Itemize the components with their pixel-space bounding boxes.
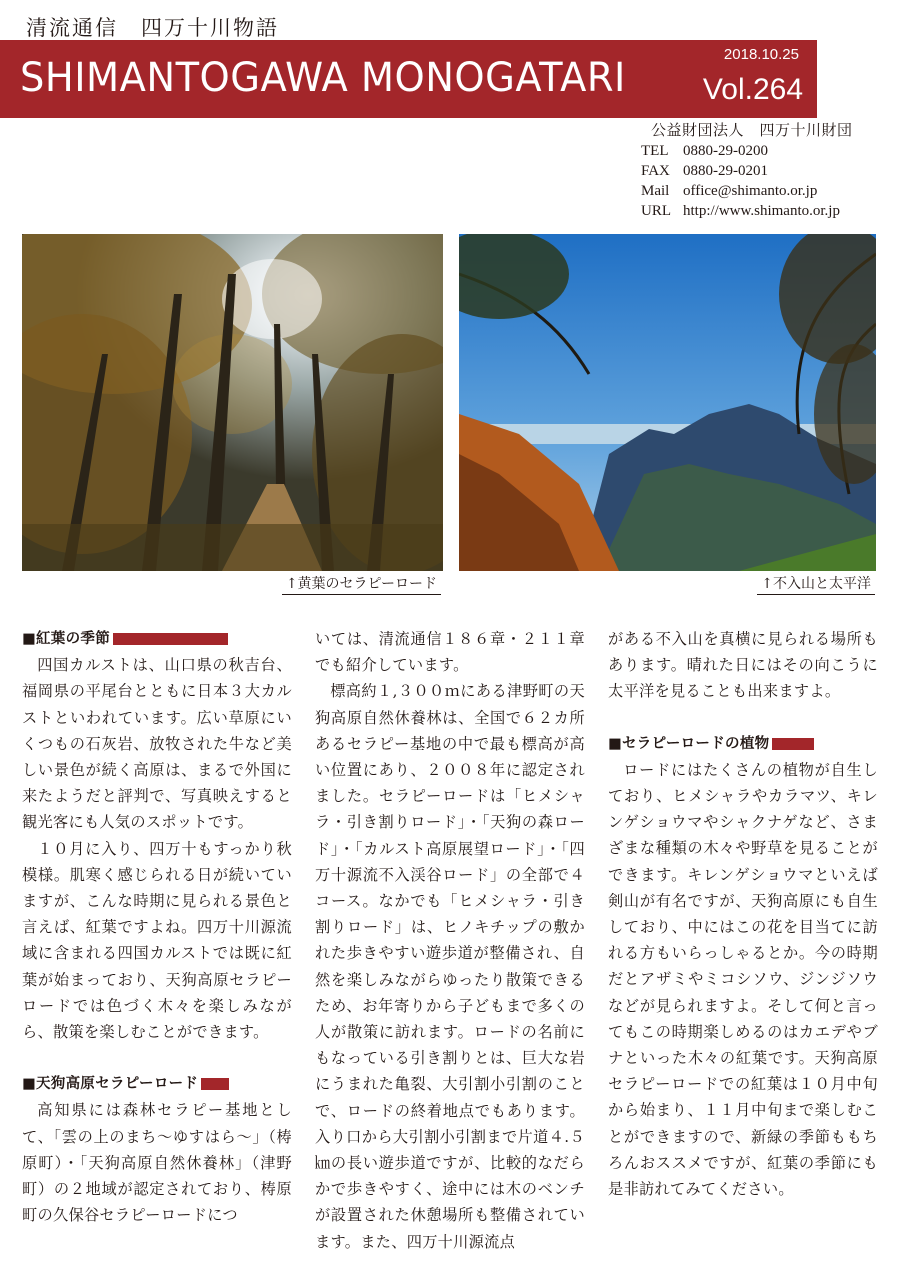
- article-column-2: [315, 626, 585, 1255]
- article-column-1: [22, 626, 292, 1228]
- contact-email-link[interactable]: office@shimanto.or.jp: [683, 183, 818, 199]
- section-heading-text: ■紅葉の季節: [22, 631, 110, 647]
- banner-title: SHIMANTOGAWA MONOGATARI: [20, 55, 626, 101]
- paragraph: いては、清流通信１８６章・２１１章でも紹介しています。: [315, 630, 585, 675]
- newsletter-japanese-title: 清流通信 四万十川物語: [26, 16, 279, 40]
- photo-forest-path: [22, 234, 443, 571]
- contact-url: [641, 201, 853, 221]
- paragraph: 四国カルストは、山口県の秋吉台、福岡県の平尾台とともに日本３大カルストといわれています。広い草原にいくつもの石灰岩、放牧された牛など美しい景色が続く高原は、まるで外国に来たようだと評判で、写真映えすると観光客にも人気のスポットです。: [22, 656, 292, 832]
- contact-label: FAX: [641, 163, 670, 179]
- section-heading-text: ■天狗高原セラピーロード: [22, 1076, 199, 1093]
- contact-label: Mail: [641, 183, 670, 199]
- paragraph: 高知県には森林セラピー基地として、「雲の上のまち～ゆすはら～」（梼原町）・「天狗高原自然休養林」（津野町）の２地域が認定されており、梼原町の久保谷セラピーロードにつ: [22, 1101, 292, 1225]
- heading-accent-bar: [113, 633, 228, 645]
- paragraph: １０月に入り、四万十もすっかり秋模様。肌寒く感じられる日が続いていますが、こんな時期に見られる景色と言えば、紅葉ですよね。四万十川源流域に含まれる四国カルストでは既に紅葉が始まっており、天狗高原セラピーロードでは色づく木々を楽しみながら、散策を楽しむことができます。: [22, 839, 292, 1042]
- issue-date: 2018.10.25: [723, 46, 799, 63]
- contact-mail: [641, 181, 853, 201]
- heading-accent-bar: [772, 738, 814, 750]
- article-column-3: [608, 626, 878, 1202]
- issue-volume: Vol.264: [702, 73, 803, 106]
- contact-tel: [641, 141, 853, 161]
- section-heading-autumn: [22, 626, 292, 652]
- paragraph: 標高約１,３００ｍにある津野町の天狗高原自然休養林は、全国で６２カ所あるセラピー基地の中で最も標高が高い位置にあり、２００８年に認定されました。セラピーロードは「ヒメシャラ・引き割りロード」・「天狗の森ロード」・「カルスト高原展望ロード」・「四万十源流不入渓谷ロード」の全部で４コース。なかでも「ヒメシャラ・引き割りロード」は、ヒノキチップの敷かれた歩きやすい遊歩道が整備され、自然を楽しみながらゆったり散策できるため、お年寄りから子どもまで多くの人が散策に訪れます。ロードの名前にもなっている引き割りとは、巨大な岩にうまれた亀裂、大引割小引割のことで、ロードの終着地点でもあります。入り口から大引割小引割まで片道４.５㎞の長い遊歩道ですが、比較的なだらかで歩きやすく、途中には木のベンチが設置された休憩場所も整備されています。また、四万十川源流点: [315, 682, 585, 1251]
- contact-value: 0880-29-0201: [683, 163, 768, 179]
- heading-accent-bar: [201, 1078, 229, 1090]
- photo-caption-right: ↑不入山と太平洋: [757, 573, 875, 595]
- section-heading-plants: [608, 731, 878, 757]
- contact-label: TEL: [641, 143, 669, 159]
- title-banner: [0, 40, 817, 118]
- paragraph: ロードにはたくさんの植物が自生しており、ヒメシャラやカラマツ、キレンゲショウマやシャクナゲなど、さまざまな種類の木々や野草を見ることができます。キレンゲショウマといえば剣山が有名ですが、天狗高原にも自生しており、中にはこの花を目当てに訪れる方もいらっしゃるとか。今の時期だとアザミやミコシソウ、ジンジソウなどが見られますよ。そして何と言ってもこの時期楽しめるのはカエデやブナといった木々の紅葉です。天狗高原セラピーロードでの紅葉は１０月中旬から始まり、１１月中旬まで楽しむことができますので、新緑の季節ももちろんおススメですが、紅葉の季節にも是非訪れてみてください。: [608, 760, 878, 1199]
- forest-path-illustration: [22, 234, 443, 571]
- paragraph: がある不入山を真横に見られる場所もあります。晴れた日にはその向こうに太平洋を見ることも出来ますよ。: [608, 630, 878, 701]
- contact-label: URL: [641, 203, 671, 219]
- contact-url-link[interactable]: http://www.shimanto.or.jp: [683, 203, 840, 219]
- contact-value: 0880-29-0200: [683, 143, 768, 159]
- organization-name: 公益財団法人 四万十川財団: [651, 123, 853, 139]
- section-heading-tengu: [22, 1071, 292, 1097]
- section-heading-text: ■セラピーロードの植物: [608, 735, 770, 752]
- contact-block: [641, 121, 853, 221]
- photo-mountain-ocean: [459, 234, 876, 571]
- contact-fax: [641, 161, 853, 181]
- photo-caption-left: ↑黄葉のセラピーロード: [282, 573, 441, 595]
- mountain-ocean-illustration: [459, 234, 876, 571]
